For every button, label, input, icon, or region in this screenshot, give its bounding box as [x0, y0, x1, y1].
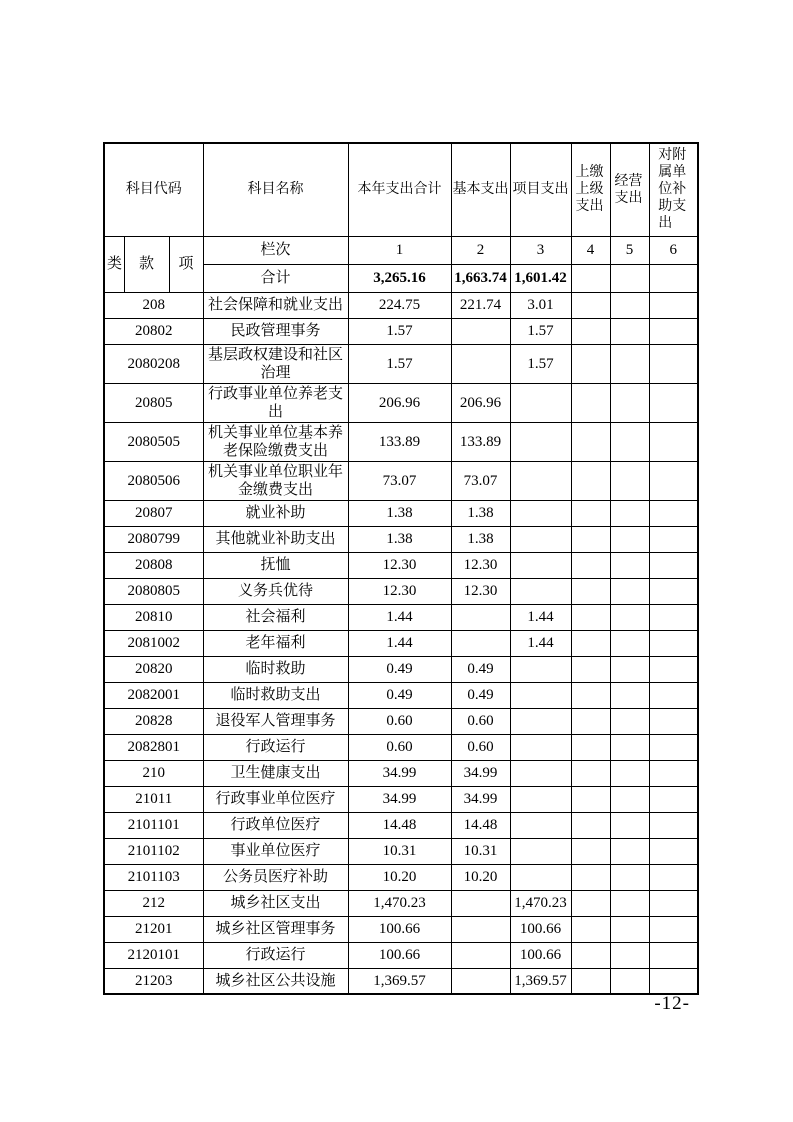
cell-subject-name: 其他就业补助支出: [203, 526, 348, 552]
cell-value: [571, 864, 610, 890]
table-row: [104, 552, 698, 578]
lanci-label: 栏次: [203, 236, 348, 264]
cell-subject-name: 行政运行: [203, 734, 348, 760]
cell-value: [649, 786, 698, 812]
cell-value: [571, 734, 610, 760]
table-row: [104, 708, 698, 734]
cell-value: 1,470.23: [510, 890, 571, 916]
cell-subject-code: 21203: [104, 968, 203, 994]
table-row: [104, 656, 698, 682]
total-value: [571, 264, 610, 292]
cell-value: [571, 760, 610, 786]
cell-subject-name: 临时救助: [203, 656, 348, 682]
table-row: [104, 968, 698, 994]
table-row: [104, 942, 698, 968]
sub-header-item: 项: [169, 236, 203, 292]
cell-value: [610, 578, 649, 604]
cell-value: [610, 422, 649, 461]
cell-value: [649, 292, 698, 318]
cell-subject-code: 21201: [104, 916, 203, 942]
cell-subject-name: 城乡社区支出: [203, 890, 348, 916]
cell-value: [610, 968, 649, 994]
page-number: -12-: [654, 993, 690, 1014]
cell-value: 10.20: [348, 864, 451, 890]
cell-value: [510, 708, 571, 734]
cell-value: [510, 812, 571, 838]
lanci-number: 6: [649, 236, 698, 264]
table-row: [104, 318, 698, 344]
col-header-total-this-year: 本年支出合计: [348, 143, 451, 236]
cell-value: [610, 812, 649, 838]
cell-value: [649, 916, 698, 942]
cell-subject-name: 义务兵优待: [203, 578, 348, 604]
cell-value: [451, 942, 510, 968]
cell-value: [610, 838, 649, 864]
cell-value: [649, 526, 698, 552]
col-header-project-expenditure: 项目支出: [510, 143, 571, 236]
cell-value: [571, 292, 610, 318]
cell-subject-code: 20820: [104, 656, 203, 682]
cell-value: [510, 734, 571, 760]
cell-value: 1.38: [451, 500, 510, 526]
col-header-subject-name: 科目名称: [203, 143, 348, 236]
cell-value: 133.89: [348, 422, 451, 461]
cell-value: [649, 500, 698, 526]
sub-header-category: 类: [104, 236, 124, 292]
cell-value: 73.07: [348, 461, 451, 500]
cell-subject-name: 就业补助: [203, 500, 348, 526]
cell-value: 1.57: [510, 318, 571, 344]
cell-value: [510, 552, 571, 578]
cell-value: [510, 864, 571, 890]
cell-value: [451, 344, 510, 383]
cell-subject-code: 20805: [104, 383, 203, 422]
cell-subject-name: 社会保障和就业支出: [203, 292, 348, 318]
cell-subject-code: 212: [104, 890, 203, 916]
cell-subject-name: 事业单位医疗: [203, 838, 348, 864]
cell-value: [610, 864, 649, 890]
cell-value: [649, 890, 698, 916]
cell-value: [610, 552, 649, 578]
cell-value: 206.96: [348, 383, 451, 422]
table-row: [104, 604, 698, 630]
cell-value: [649, 942, 698, 968]
cell-value: 1.44: [510, 630, 571, 656]
table-row: [104, 292, 698, 318]
cell-value: 0.49: [348, 682, 451, 708]
cell-value: [649, 318, 698, 344]
lanci-number: 3: [510, 236, 571, 264]
cell-subject-code: 210: [104, 760, 203, 786]
cell-value: 34.99: [348, 760, 451, 786]
cell-value: [610, 786, 649, 812]
table-row: [104, 838, 698, 864]
cell-value: 14.48: [451, 812, 510, 838]
cell-value: 1.57: [348, 318, 451, 344]
total-value: 3,265.16: [348, 264, 451, 292]
cell-value: [510, 786, 571, 812]
cell-subject-name: 基层政权建设和社区治理: [203, 344, 348, 383]
cell-subject-code: 20808: [104, 552, 203, 578]
cell-value: [649, 708, 698, 734]
subsidy-label: 对附属单位补助支出: [658, 148, 687, 232]
total-value: 1,601.42: [510, 264, 571, 292]
cell-value: [571, 578, 610, 604]
cell-value: [571, 838, 610, 864]
cell-value: [451, 890, 510, 916]
upper-level-label: 上缴上级支出: [575, 165, 604, 215]
col-header-subject-code: 科目代码: [104, 143, 203, 236]
cell-value: [571, 812, 610, 838]
cell-subject-name: 行政事业单位养老支出: [203, 383, 348, 422]
cell-value: [451, 916, 510, 942]
cell-subject-name: 行政运行: [203, 942, 348, 968]
cell-value: [451, 318, 510, 344]
cell-subject-name: 临时救助支出: [203, 682, 348, 708]
cell-value: [510, 578, 571, 604]
cell-value: 34.99: [348, 786, 451, 812]
cell-value: 1.38: [348, 500, 451, 526]
cell-value: 12.30: [348, 578, 451, 604]
cell-value: 10.31: [451, 838, 510, 864]
cell-value: [571, 604, 610, 630]
lanci-number: 4: [571, 236, 610, 264]
cell-value: [510, 461, 571, 500]
lanci-number: 5: [610, 236, 649, 264]
cell-subject-code: 20802: [104, 318, 203, 344]
cell-subject-code: 2120101: [104, 942, 203, 968]
cell-value: [649, 734, 698, 760]
lanci-number: 2: [451, 236, 510, 264]
cell-value: [610, 344, 649, 383]
cell-value: 0.60: [348, 734, 451, 760]
cell-value: [649, 604, 698, 630]
cell-subject-name: 行政事业单位医疗: [203, 786, 348, 812]
cell-value: [510, 838, 571, 864]
cell-value: 221.74: [451, 292, 510, 318]
cell-value: [649, 838, 698, 864]
cell-value: [610, 760, 649, 786]
cell-subject-name: 公务员医疗补助: [203, 864, 348, 890]
cell-value: 100.66: [510, 942, 571, 968]
table-row: [104, 578, 698, 604]
cell-subject-name: 老年福利: [203, 630, 348, 656]
cell-subject-code: 2080506: [104, 461, 203, 500]
cell-value: 206.96: [451, 383, 510, 422]
table-row: [104, 630, 698, 656]
cell-value: 73.07: [451, 461, 510, 500]
cell-value: [510, 682, 571, 708]
expenditure-table: [103, 142, 699, 995]
cell-value: 0.60: [451, 734, 510, 760]
cell-value: [510, 383, 571, 422]
cell-value: [649, 344, 698, 383]
cell-value: [571, 461, 610, 500]
col-header-basic-expenditure: 基本支出: [451, 143, 510, 236]
cell-value: 100.66: [348, 942, 451, 968]
cell-value: 12.30: [348, 552, 451, 578]
lanci-number: 1: [348, 236, 451, 264]
cell-subject-name: 城乡社区公共设施: [203, 968, 348, 994]
cell-value: 1.57: [348, 344, 451, 383]
cell-value: [571, 968, 610, 994]
cell-value: 1.44: [348, 604, 451, 630]
cell-value: 0.49: [348, 656, 451, 682]
cell-subject-name: 卫生健康支出: [203, 760, 348, 786]
table-row: [104, 383, 698, 422]
col-header-upper-level-expenditure: [571, 143, 610, 236]
cell-value: 1,369.57: [510, 968, 571, 994]
cell-value: [571, 682, 610, 708]
cell-subject-name: 退役军人管理事务: [203, 708, 348, 734]
cell-value: 224.75: [348, 292, 451, 318]
cell-value: [610, 708, 649, 734]
cell-value: [510, 422, 571, 461]
cell-value: [610, 461, 649, 500]
cell-value: [571, 890, 610, 916]
cell-value: [649, 656, 698, 682]
cell-value: [610, 604, 649, 630]
cell-subject-name: 城乡社区管理事务: [203, 916, 348, 942]
cell-value: 1.44: [510, 604, 571, 630]
cell-value: [510, 526, 571, 552]
cell-value: [571, 318, 610, 344]
cell-value: [610, 526, 649, 552]
cell-value: [610, 890, 649, 916]
sub-header-section: 款: [124, 236, 169, 292]
header-row-titles: [104, 143, 698, 236]
cell-value: 1,369.57: [348, 968, 451, 994]
cell-value: [649, 422, 698, 461]
cell-subject-code: 20810: [104, 604, 203, 630]
cell-value: 14.48: [348, 812, 451, 838]
cell-value: [610, 383, 649, 422]
table-row: [104, 890, 698, 916]
table-body: [104, 292, 698, 994]
cell-value: [649, 461, 698, 500]
cell-value: [451, 604, 510, 630]
table-row: [104, 526, 698, 552]
col-header-operating-expenditure: [610, 143, 649, 236]
cell-value: [571, 656, 610, 682]
cell-value: [610, 292, 649, 318]
cell-value: [571, 383, 610, 422]
cell-value: 10.20: [451, 864, 510, 890]
total-value: [649, 264, 698, 292]
cell-value: [510, 760, 571, 786]
cell-value: 12.30: [451, 578, 510, 604]
total-value: [610, 264, 649, 292]
cell-value: [649, 968, 698, 994]
cell-value: [610, 630, 649, 656]
cell-value: [571, 422, 610, 461]
cell-value: [510, 500, 571, 526]
table-row: [104, 344, 698, 383]
cell-subject-name: 社会福利: [203, 604, 348, 630]
header-row-lanci: [104, 236, 698, 264]
cell-value: 0.49: [451, 682, 510, 708]
cell-value: [610, 682, 649, 708]
cell-subject-code: 21011: [104, 786, 203, 812]
cell-subject-name: 民政管理事务: [203, 318, 348, 344]
cell-value: 10.31: [348, 838, 451, 864]
cell-value: [649, 552, 698, 578]
cell-value: 0.60: [348, 708, 451, 734]
table-row: [104, 786, 698, 812]
cell-subject-name: 行政单位医疗: [203, 812, 348, 838]
cell-value: [571, 786, 610, 812]
table-header: [104, 143, 698, 292]
cell-subject-code: 20807: [104, 500, 203, 526]
total-value: 1,663.74: [451, 264, 510, 292]
cell-subject-code: 2082801: [104, 734, 203, 760]
cell-value: [571, 344, 610, 383]
cell-subject-code: 2080805: [104, 578, 203, 604]
cell-subject-code: 2101103: [104, 864, 203, 890]
cell-value: [571, 708, 610, 734]
cell-value: 34.99: [451, 786, 510, 812]
cell-subject-code: 208: [104, 292, 203, 318]
table-row: [104, 734, 698, 760]
table-row: [104, 864, 698, 890]
cell-value: 1.44: [348, 630, 451, 656]
table-row: [104, 500, 698, 526]
cell-subject-code: 2101102: [104, 838, 203, 864]
cell-value: [510, 656, 571, 682]
cell-value: 133.89: [451, 422, 510, 461]
cell-value: [571, 630, 610, 656]
cell-value: [649, 578, 698, 604]
cell-subject-name: 抚恤: [203, 552, 348, 578]
cell-value: [451, 630, 510, 656]
cell-value: 100.66: [348, 916, 451, 942]
table-row: [104, 422, 698, 461]
total-row-label: 合计: [203, 264, 348, 292]
cell-value: 0.60: [451, 708, 510, 734]
cell-value: [649, 812, 698, 838]
cell-value: [610, 916, 649, 942]
cell-value: 34.99: [451, 760, 510, 786]
cell-value: [610, 942, 649, 968]
cell-value: [610, 734, 649, 760]
cell-value: 1,470.23: [348, 890, 451, 916]
cell-value: [649, 383, 698, 422]
cell-value: [451, 968, 510, 994]
cell-value: 0.49: [451, 656, 510, 682]
cell-value: [571, 500, 610, 526]
cell-subject-code: 2101101: [104, 812, 203, 838]
cell-value: [610, 318, 649, 344]
cell-value: 3.01: [510, 292, 571, 318]
cell-value: [649, 864, 698, 890]
operating-label: 经营支出: [614, 173, 643, 206]
cell-value: [649, 630, 698, 656]
cell-subject-code: 2080208: [104, 344, 203, 383]
cell-value: 12.30: [451, 552, 510, 578]
table-row: [104, 461, 698, 500]
cell-subject-code: 2082001: [104, 682, 203, 708]
cell-subject-code: 2080799: [104, 526, 203, 552]
table-row: [104, 682, 698, 708]
cell-value: [610, 500, 649, 526]
cell-value: [571, 526, 610, 552]
table-row: [104, 812, 698, 838]
cell-value: [610, 656, 649, 682]
table-row: [104, 760, 698, 786]
cell-value: [649, 682, 698, 708]
cell-subject-code: 20828: [104, 708, 203, 734]
cell-value: [571, 942, 610, 968]
table-row: [104, 916, 698, 942]
cell-value: [649, 760, 698, 786]
cell-value: 1.57: [510, 344, 571, 383]
cell-value: 100.66: [510, 916, 571, 942]
cell-value: [571, 552, 610, 578]
cell-subject-name: 机关事业单位职业年金缴费支出: [203, 461, 348, 500]
cell-value: 1.38: [348, 526, 451, 552]
cell-subject-code: 2080505: [104, 422, 203, 461]
cell-subject-name: 机关事业单位基本养老保险缴费支出: [203, 422, 348, 461]
cell-value: 1.38: [451, 526, 510, 552]
col-header-subsidy-expenditure: [649, 143, 698, 236]
cell-subject-code: 2081002: [104, 630, 203, 656]
cell-value: [571, 916, 610, 942]
